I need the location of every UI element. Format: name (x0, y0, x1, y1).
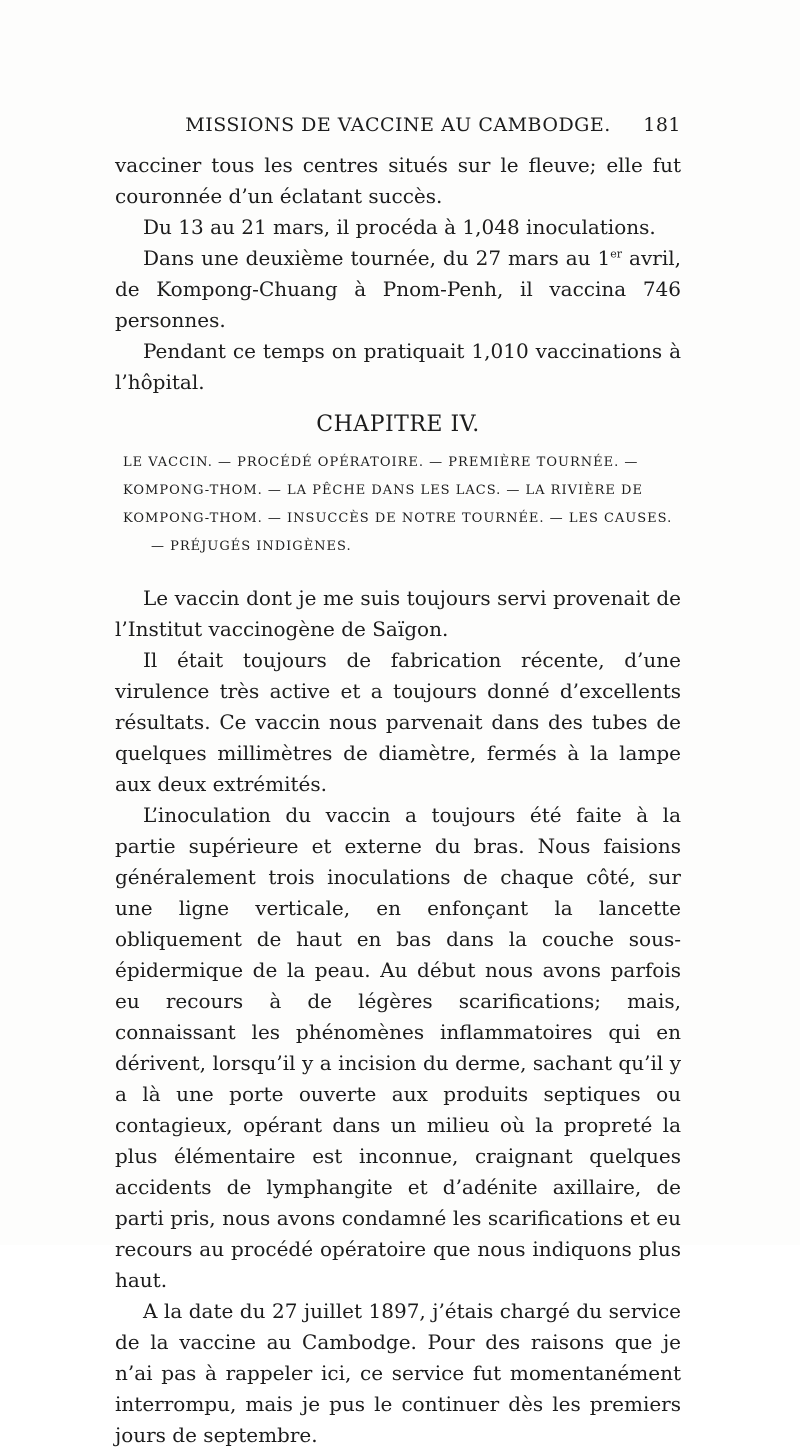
page-number: 181 (643, 114, 681, 136)
summary-line: — PRÉJUGÉS INDIGÈNES. (151, 539, 352, 554)
summary-line: KOMPONG-THOM. — LA PÊCHE DANS LES LACS. — LA RIVIÈRE DE (123, 483, 643, 498)
page-body (115, 150, 681, 1451)
paragraph: Pendant ce temps on pratiquait 1,010 vaccinations à l’hôpital. (115, 339, 681, 394)
paragraph: Le vaccin dont je me suis toujours servi provenait de l’Institut vaccinogène de Saïgon. (115, 586, 681, 641)
chapter-summary (115, 449, 681, 561)
paragraph: Du 13 au 21 mars, il procéda à 1,048 inoculations. (143, 215, 656, 239)
superscript: er (610, 247, 623, 261)
running-head (115, 114, 681, 140)
summary-line: KOMPONG-THOM. — INSUCCÈS DE NOTRE TOURNÉE. — LES CAUSES. (123, 511, 673, 526)
paragraph (115, 243, 681, 336)
paragraph-text: Dans une deuxième tournée, du 27 mars au 1 (143, 246, 611, 270)
running-head-title: MISSIONS DE VACCINE AU CAMBODGE. (185, 114, 611, 136)
chapter-title: CHAPITRE IV. (316, 412, 480, 437)
summary-line: LE VACCIN. — PROCÉDÉ OPÉRATOIRE. — PREMIÈRE TOURNÉE. — (123, 455, 639, 470)
paragraph: Il était toujours de fabrication récente, d’une virulence très active et a toujours donné d’excellents résultats. Ce vaccin nous parvenait dans des tubes de quelques millimètres de diamètre, fermés à la lampe aux deux extrémités. (115, 648, 681, 796)
paragraph: A la date du 27 juillet 1897, j’étais chargé du service de la vaccine au Cambodge. Pour des raisons que je n’ai pas à rappeler ici, ce service fut momentanément interrompu, mais je pus le continuer dès les premiers jours de septembre. (115, 1299, 681, 1447)
paragraph-text: avril, de Kompong-Chuang à Pnom-Penh, il vaccina 746 personnes. (115, 246, 681, 332)
paragraph: L’inoculation du vaccin a toujours été faite à la partie supérieure et externe du bras. Nous faisions généralement trois inoculations de chaque côté, sur une ligne verticale, en enfonçant la lancette obliquement de haut en bas dans la couche sous-épidermique de la peau. Au début nous avons parfois eu recours à de légères scarifications; mais, connaissant les phénomènes inflammatoires qui en dérivent, lorsqu’il y a incision du derme, sachant qu’il y a là une porte ouverte aux produits septiques ou contagieux, opérant dans un milieu où la propreté la plus élémentaire est inconnue, craignant quelques accidents de lymphangite et d’adénite axillaire, de parti pris, nous avons condamné les scarifications et eu recours au procédé opératoire que nous indiquons plus haut. (115, 803, 681, 1292)
paragraph: vacciner tous les centres situés sur le fleuve; elle fut couronnée d’un éclatant succès. (115, 153, 681, 208)
